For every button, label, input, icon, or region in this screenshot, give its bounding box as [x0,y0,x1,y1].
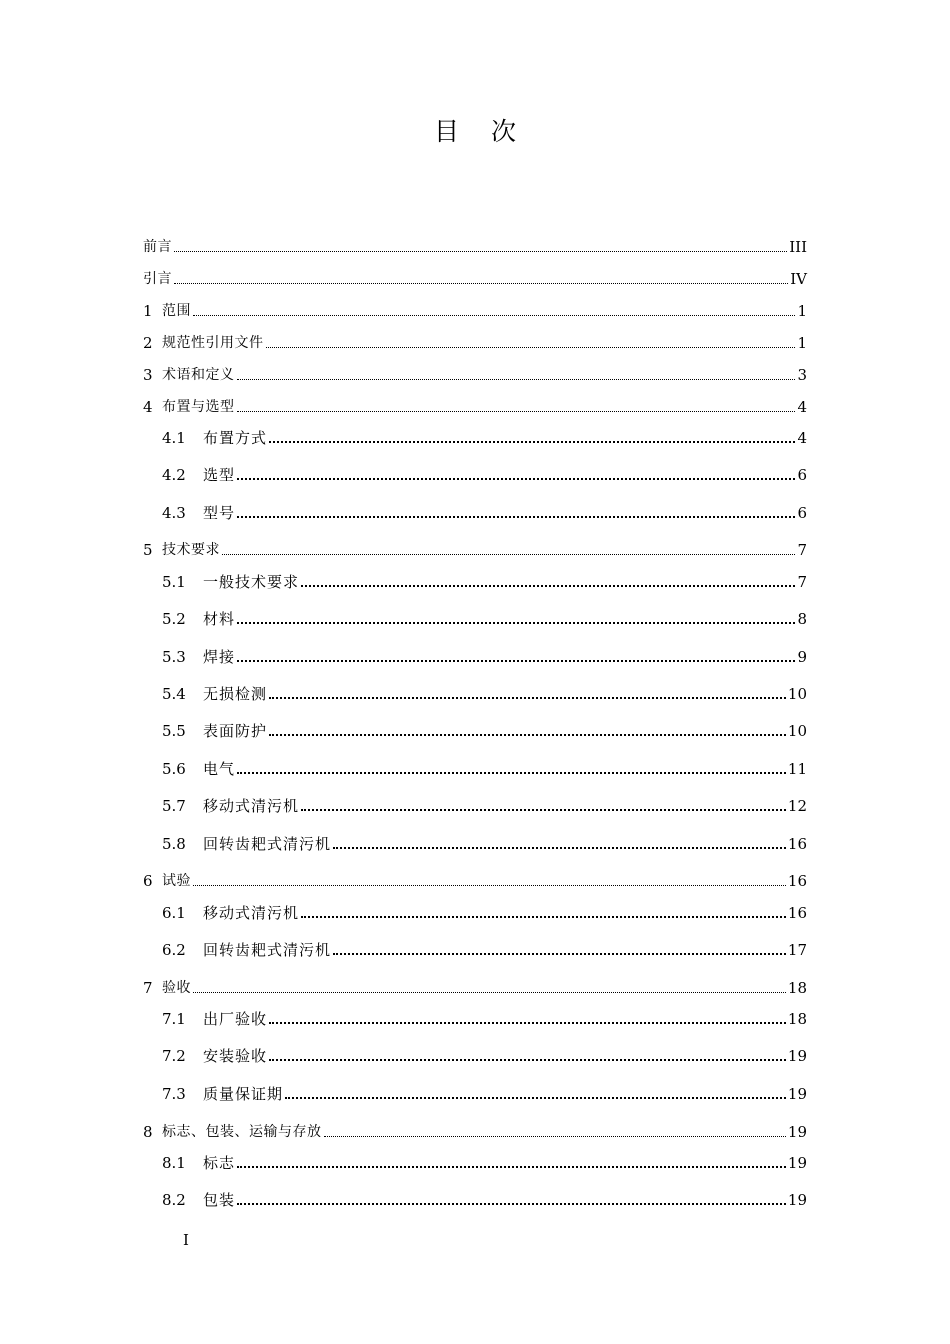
toc-entry-label: 质量保证期 [203,1085,284,1103]
toc-subentry[interactable] [162,567,807,591]
toc-entry[interactable] [143,1117,807,1141]
toc-entry-number: 1 [143,302,153,320]
toc-entry-page: IV [790,270,807,288]
dot-leader [333,847,786,849]
toc-entry-page: 16 [787,872,807,890]
dot-leader [237,411,796,412]
toc-entry-label: 材料 [203,610,236,628]
dot-leader [237,1203,786,1205]
toc-entry-number: 3 [143,366,153,384]
toc-entry-page: 11 [787,760,807,778]
toc-entry[interactable] [143,535,807,559]
toc-entry-number: 5.3 [162,648,186,666]
toc-entry[interactable] [143,328,807,352]
toc-entry-number: 4.2 [162,466,186,484]
dot-leader [237,622,795,624]
toc-subentry[interactable] [162,679,807,703]
toc-entry-label: 布置与选型 [162,399,235,415]
toc-entry[interactable] [143,232,807,256]
dot-leader [333,953,786,955]
toc-entry-label: 回转齿耙式清污机 [203,835,332,853]
toc-entry-number: 5.6 [162,760,186,778]
toc-entry-number: 4.3 [162,504,186,522]
toc-subentry[interactable] [162,460,807,484]
toc-subentry[interactable] [162,791,807,815]
toc-entry[interactable] [143,973,807,997]
dot-leader [301,585,795,587]
toc-entry-page: 19 [787,1154,807,1172]
toc-entry-label: 出厂验收 [203,1010,268,1028]
toc-entry-number: 5.5 [162,722,186,740]
toc-subentry[interactable] [162,1185,807,1209]
toc-entry-page: 6 [797,466,807,484]
toc-entry-page: 19 [787,1191,807,1209]
toc-entry-label: 范围 [162,303,191,319]
toc-entry-label: 移动式清污机 [203,797,300,815]
toc-entry[interactable] [143,360,807,384]
toc-entry-number: 5.8 [162,835,186,853]
toc-entry-page: 10 [787,685,807,703]
toc-subentry[interactable] [162,829,807,853]
dot-leader [266,347,796,348]
toc-entry-label: 一般技术要求 [203,573,300,591]
dot-leader [301,916,786,918]
toc-entry-number: 6.1 [162,904,186,922]
dot-leader [269,441,795,443]
toc-entry[interactable] [143,264,807,288]
toc-subentry[interactable] [162,1041,807,1065]
toc-entry-page: 3 [797,366,807,384]
toc-entry-page: 18 [787,1010,807,1028]
toc-entry-label: 焊接 [203,648,236,666]
toc-entry-page: 16 [787,835,807,853]
toc-entry-number: 6.2 [162,941,186,959]
toc-subentry[interactable] [162,1148,807,1172]
toc-entry-label: 标志 [203,1154,236,1172]
toc-subentry[interactable] [162,498,807,522]
dot-leader [222,554,795,555]
toc-entry-number: 7.1 [162,1010,186,1028]
toc-entry-number: 8.2 [162,1191,186,1209]
toc-entry-number: 4 [143,398,153,416]
toc-entry-page: 19 [787,1047,807,1065]
toc-subentry[interactable] [162,604,807,628]
toc-subentry[interactable] [162,716,807,740]
toc-entry-label: 移动式清污机 [203,904,300,922]
dot-leader [269,697,786,699]
dot-leader [237,1166,786,1168]
toc-entry-page: 4 [797,398,807,416]
dot-leader [237,379,796,380]
toc-entry[interactable] [143,392,807,416]
toc-entry-number: 5 [143,541,153,559]
toc-entry-number: 7 [143,979,153,997]
toc-subentry[interactable] [162,898,807,922]
toc-entry-number: 5.2 [162,610,186,628]
page-number: I [183,1231,189,1249]
toc-entry-label: 无损检测 [203,685,268,703]
toc-entry-label: 电气 [203,760,236,778]
toc-entry-page: 19 [787,1123,807,1141]
toc-entry-label: 布置方式 [203,429,268,447]
toc-entry-label: 包装 [203,1191,236,1209]
dot-leader [324,1136,786,1137]
toc-entry-page: 19 [787,1085,807,1103]
toc-entry-label: 试验 [162,873,191,889]
dot-leader [193,885,786,886]
toc-entry-number: 5.4 [162,685,186,703]
dot-leader [285,1097,786,1099]
toc-entry-page: 1 [797,334,807,352]
toc-entry-number: 5.7 [162,797,186,815]
toc-subentry[interactable] [162,642,807,666]
toc-subentry[interactable] [162,423,807,447]
toc-entry-label: 标志、包装、运输与存放 [162,1124,322,1140]
toc-entry-label: 验收 [162,980,191,996]
toc-entry-label: 型号 [203,504,236,522]
toc-entry[interactable] [143,296,807,320]
dot-leader [237,772,786,774]
dot-leader [174,283,788,284]
dot-leader [237,478,795,480]
toc-entry-label: 回转齿耙式清污机 [203,941,332,959]
dot-leader [301,809,786,811]
toc-entry-label: 安装验收 [203,1047,268,1065]
toc-entry-page: 8 [797,610,807,628]
toc-entry-number: 4.1 [162,429,186,447]
toc-entry-page: 10 [787,722,807,740]
dot-leader [269,734,786,736]
toc-entry-page: III [789,238,807,256]
toc-entry-page: 4 [797,429,807,447]
toc-entry-label: 选型 [203,466,236,484]
toc-entry-label: 技术要求 [162,542,220,558]
toc-entry-page: 6 [797,504,807,522]
toc-subentry[interactable] [162,1004,807,1028]
toc-entry-page: 17 [787,941,807,959]
toc-entry-label: 规范性引用文件 [162,335,264,351]
toc-entry[interactable] [143,866,807,890]
dot-leader [237,660,795,662]
toc-entry-page: 18 [787,979,807,997]
toc-subentry[interactable] [162,754,807,778]
toc-entry-page: 1 [797,302,807,320]
dot-leader [269,1022,786,1024]
toc-entry-number: 7.3 [162,1085,186,1103]
dot-leader [174,251,787,252]
toc-subentry[interactable] [162,935,807,959]
dot-leader [269,1059,786,1061]
toc-entry-number: 8.1 [162,1154,186,1172]
toc-entry-label: 表面防护 [203,722,268,740]
toc-entry-page: 7 [797,573,807,591]
dot-leader [193,315,795,316]
toc-entry-label: 前言 [143,239,172,255]
toc-entry-number: 2 [143,334,153,352]
toc-subentry[interactable] [162,1079,807,1103]
toc-entry-label: 术语和定义 [162,367,235,383]
toc-entry-label: 引言 [143,271,172,287]
toc-entry-number: 7.2 [162,1047,186,1065]
toc-entry-page: 16 [787,904,807,922]
toc-entry-number: 5.1 [162,573,186,591]
toc-title: 目 次 [434,117,528,146]
toc-entry-page: 9 [797,648,807,666]
toc-entry-number: 8 [143,1123,153,1141]
dot-leader [237,516,795,518]
dot-leader [193,992,786,993]
toc-entry-page: 12 [787,797,807,815]
toc-entry-page: 7 [797,541,807,559]
toc-entry-number: 6 [143,872,153,890]
